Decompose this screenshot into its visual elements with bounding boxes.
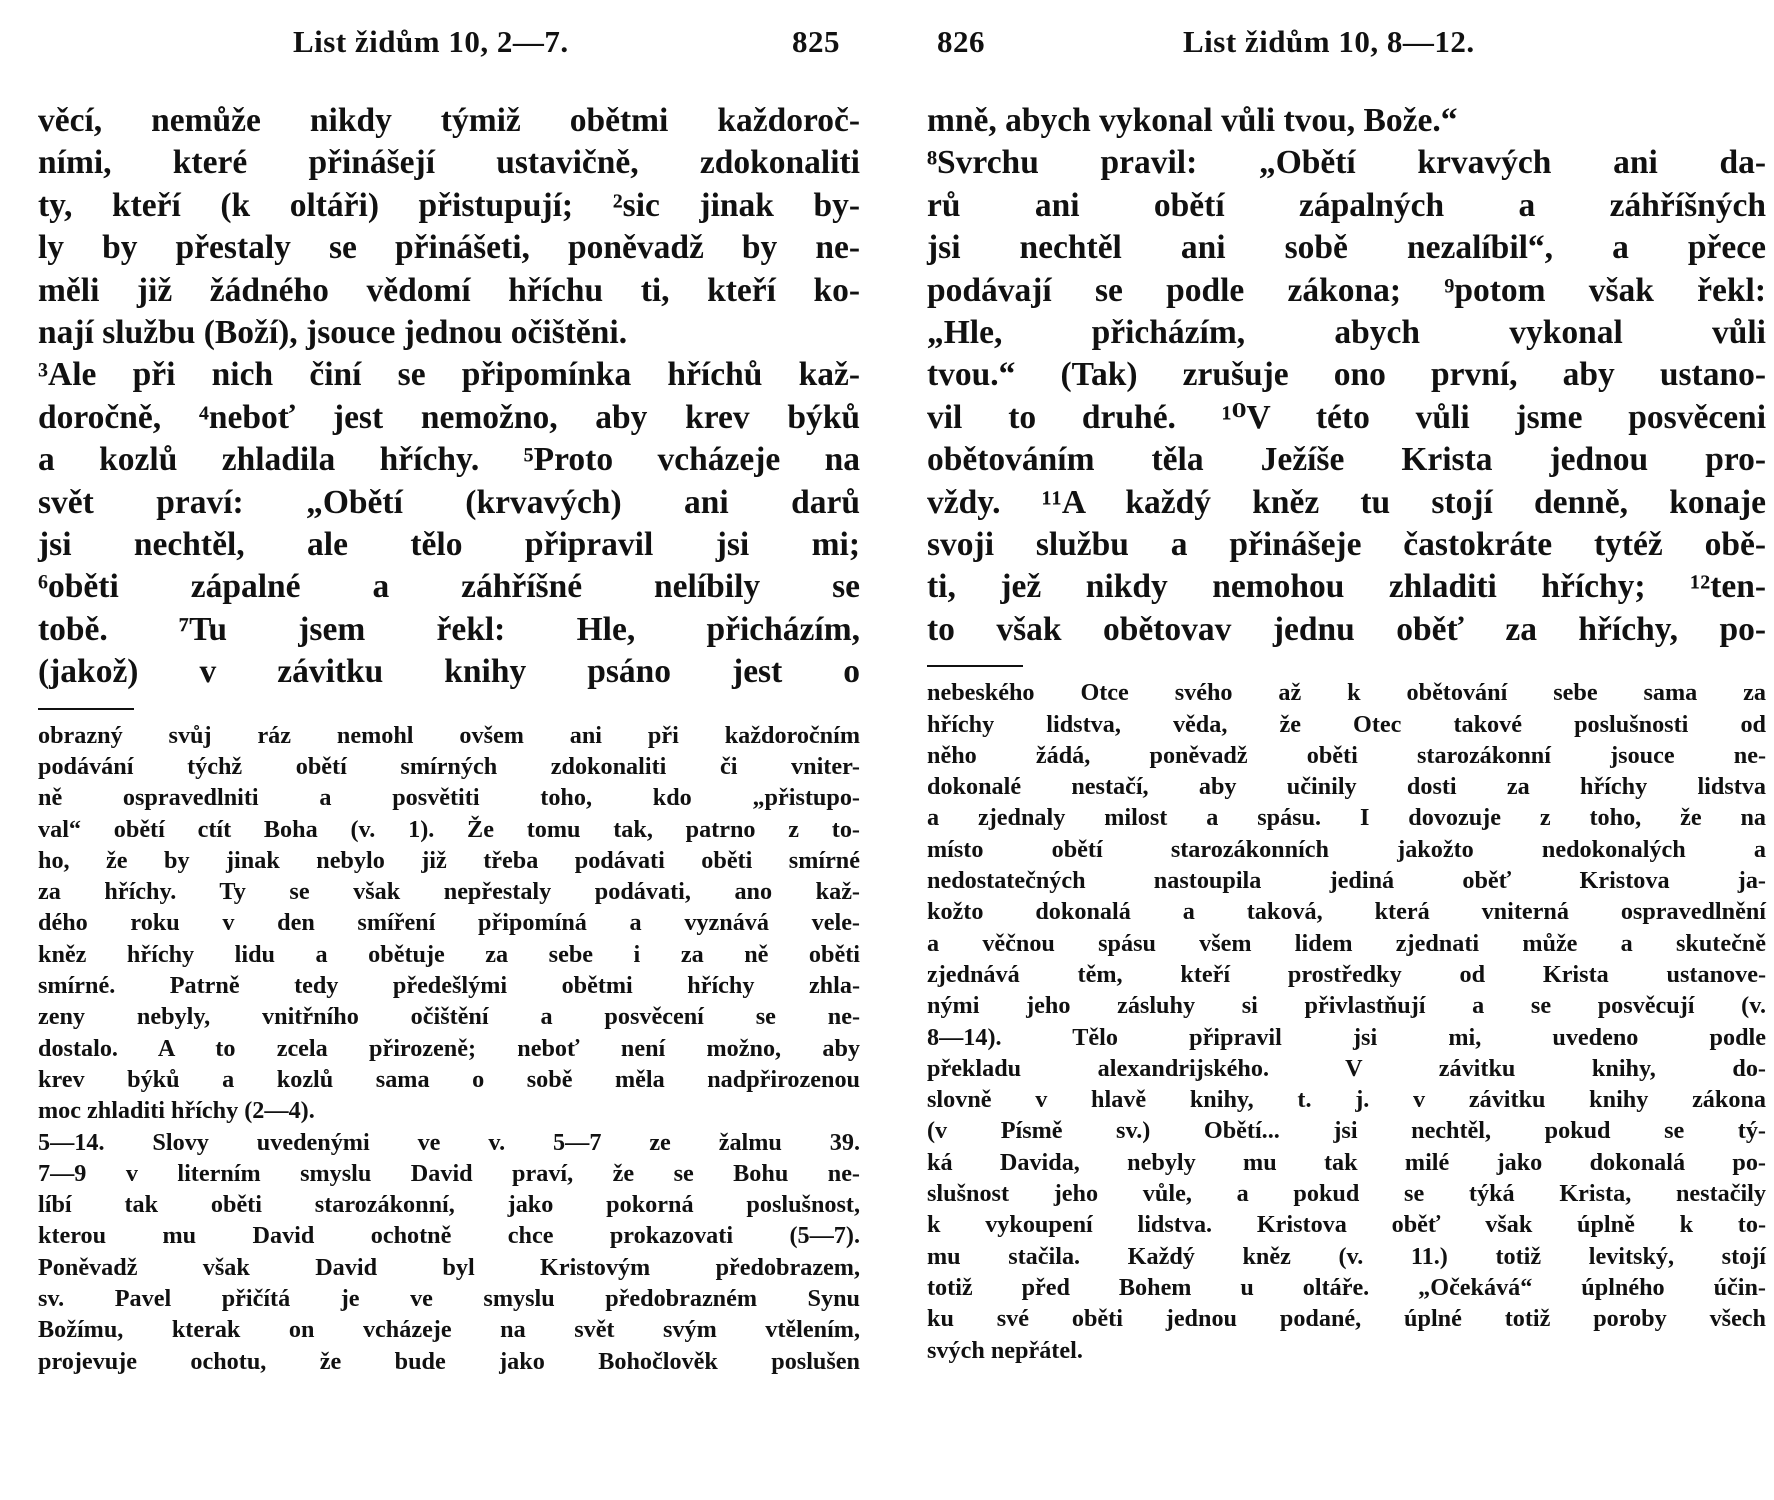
text-line: dostalo. A to zcela přirozeně; neboť není možno, aby — [38, 1034, 860, 1062]
left-commentary — [38, 720, 860, 1377]
text-line: Božímu, kterak on vcházeje na svět svým vtělením, — [38, 1316, 860, 1344]
text-line: jsi nechtěl ani sobě nezalíbil“, a přece — [927, 229, 1766, 267]
text-line: projevuje ochotu, že bude jako Bohočlověk poslušen — [38, 1347, 860, 1375]
text-line: ká Davida, nebyly mu tak milé jako dokonalá po- — [927, 1148, 1766, 1176]
text-line: smírné. Patrně tedy předešlými obětmi hříchy zhla- — [38, 972, 860, 1000]
text-line: moc zhladiti hříchy (2—4). — [38, 1097, 315, 1125]
text-line: to však obětovav jednu oběť za hříchy, po- — [927, 610, 1766, 648]
text-line: ty, kteří (k oltáři) přistupují; ²sic jinak by- — [38, 186, 860, 224]
text-line: měli již žádného vědomí hříchu ti, kteří ko- — [38, 271, 860, 309]
left-page-number: 825 — [792, 24, 840, 59]
text-line: líbí tak oběti starozákonní, jako pokorná poslušnost, — [38, 1191, 860, 1219]
left-running-title: List židům 10, 2—7. — [293, 24, 569, 59]
text-line: obrazný svůj ráz nemohl ovšem ani při každoročním — [38, 721, 860, 749]
text-line: ku své oběti jednou podané, úplné totiž poroby všech — [927, 1305, 1766, 1333]
text-line: kterou mu David ochotně chce prokazovati (5—7). — [38, 1222, 860, 1250]
text-line: val“ obětí ctít Boha (v. 1). Že tomu tak, patrno z to- — [38, 815, 860, 843]
text-line: kněz hříchy lidu a obětuje za sebe i za ně oběti — [38, 940, 860, 968]
text-line: ⁶oběti zápalné a záhříšné nelíbily se — [38, 568, 860, 606]
text-line: krev býků a kozlů sama o sobě měla nadpřirozenou — [38, 1065, 860, 1093]
text-line: k vykoupení lidstva. Kristova oběť však úplně k to- — [927, 1211, 1766, 1239]
text-line: 8—14). Tělo připravil jsi mi, uvedeno podle — [927, 1023, 1766, 1051]
right-commentary — [927, 677, 1766, 1366]
text-line: podávání týchž obětí smírných zdokonaliti či vniter- — [38, 752, 860, 780]
right-main-text — [927, 100, 1766, 651]
text-line: nebeského Otce svého až k obětování sebe sama za — [927, 679, 1766, 707]
text-line: svoji službu a přinášeje častokráte tytéž obě- — [927, 526, 1766, 564]
text-line: obětováním těla Ježíše Krista jednou pro- — [927, 441, 1766, 479]
right-footnote-rule — [927, 665, 1023, 667]
right-page-header — [927, 18, 1766, 70]
right-page-number: 826 — [937, 24, 985, 59]
text-line: jsi nechtěl, ale tělo připravil jsi mi; — [38, 526, 860, 564]
text-line: ními, které přinášejí ustavičně, zdokonaliti — [38, 144, 860, 182]
text-line: překladu alexandrijského. V závitku knihy, do- — [927, 1054, 1766, 1082]
text-line: věcí, nemůže nikdy týmiž obětmi každoroč- — [38, 102, 860, 139]
left-main-text — [38, 100, 860, 694]
text-line: 7—9 v literním smyslu David praví, že se Bohu ne- — [38, 1159, 860, 1187]
text-line: 5—14. Slovy uvedenými ve v. 5—7 ze žalmu 39. — [38, 1128, 860, 1156]
text-line: nedostatečných nastoupila jediná oběť Kristova ja- — [927, 867, 1766, 895]
text-line: tobě. ⁷Tu jsem řekl: Hle, přicházím, — [38, 610, 860, 648]
text-line: Poněvadž však David byl Kristovým předobrazem, — [38, 1253, 860, 1281]
text-line: za hříchy. Ty se však nepřestaly podávati, ano kaž- — [38, 878, 860, 906]
text-line: ⁸Svrchu pravil: „Obětí krvavých ani da- — [927, 144, 1766, 182]
text-line: tvou.“ (Tak) zrušuje ono první, aby ustano- — [927, 356, 1766, 394]
text-line: podávají se podle zákona; ⁹potom však řekl: — [927, 271, 1766, 309]
text-line: vil to druhé. ¹⁰V této vůli jsme posvěceni — [927, 398, 1766, 436]
left-page-header — [38, 18, 860, 70]
text-line: ho, že by jinak nebylo již třeba podávati oběti smírné — [38, 846, 860, 874]
text-line: mu stačila. Každý kněz (v. 11.) totiž levitský, stojí — [927, 1242, 1766, 1270]
text-line: ly by přestaly se přinášeti, poněvadž by ne- — [38, 229, 860, 267]
text-line: a věčnou spásu všem lidem zjednati může a skutečně — [927, 929, 1766, 957]
text-line: mně, abych vykonal vůli tvou, Bože.“ — [927, 102, 1458, 139]
text-line: slušnost jeho vůle, a pokud se týká Krista, nestačily — [927, 1180, 1766, 1208]
text-line: dého roku v den smíření připomíná a vyznává vele- — [38, 909, 860, 937]
left-page — [0, 0, 870, 1500]
text-line: zeny nebyly, vnitřního očištění a posvěcení se ne- — [38, 1003, 860, 1031]
text-line: nají službu (Boží), jsouce jednou očištěni. — [38, 314, 628, 352]
text-line: ti, jež nikdy nemohou zhladiti hříchy; ¹²ten- — [927, 568, 1766, 606]
text-line: rů ani obětí zápalných a záhříšných — [927, 186, 1766, 224]
text-line: nými jeho zásluhy si přivlastňují a se posvěcují (v. — [927, 992, 1766, 1020]
text-line: sv. Pavel přičítá je ve smyslu předobrazném Synu — [38, 1285, 860, 1313]
text-line: ³Ale při nich činí se připomínka hříchů kaž- — [38, 356, 860, 394]
right-running-title: List židům 10, 8—12. — [1183, 24, 1475, 59]
text-line: (v Písmě sv.) Obětí... jsi nechtěl, pokud se tý- — [927, 1117, 1766, 1145]
text-line: hříchy lidstva, věda, že Otec takové poslušnosti od — [927, 710, 1766, 738]
text-line: (jakož) v závitku knihy psáno jest o — [38, 653, 860, 691]
text-line: něho žádá, poněvadž oběti starozákonní jsouce ne- — [927, 741, 1766, 769]
text-line: totiž před Bohem u oltáře. „Očekává“ úplného účin- — [927, 1273, 1766, 1301]
text-line: a kozlů zhladila hříchy. ⁵Proto vcházeje na — [38, 441, 860, 479]
text-line: zjednává těm, kteří prostředky od Krista ustanove- — [927, 960, 1766, 988]
text-line: doročně, ⁴neboť jest nemožno, aby krev býků — [38, 398, 860, 436]
text-line: vždy. ¹¹A každý kněz tu stojí denně, konaje — [927, 483, 1766, 521]
text-line: místo obětí starozákonních jakožto nedokonalých a — [927, 835, 1766, 863]
text-line: slovně v hlavě knihy, t. j. v závitku knihy zákona — [927, 1086, 1766, 1114]
text-line: svět praví: „Obětí (krvavých) ani darů — [38, 483, 860, 521]
text-line: svých nepřátel. — [927, 1336, 1083, 1364]
text-line: „Hle, přicházím, abych vykonal vůli — [927, 314, 1766, 352]
right-page — [905, 0, 1774, 1500]
text-line: ně ospravedlniti a posvětiti toho, kdo „přistupo- — [38, 784, 860, 812]
text-line: dokonalé nestačí, aby učinily dosti za hříchy lidstva — [927, 773, 1766, 801]
text-line: a zjednaly milost a spásu. I dovozuje z toho, že na — [927, 804, 1766, 832]
text-line: kožto dokonalá a taková, která vniterná ospravedlnění — [927, 898, 1766, 926]
left-footnote-rule — [38, 708, 134, 710]
